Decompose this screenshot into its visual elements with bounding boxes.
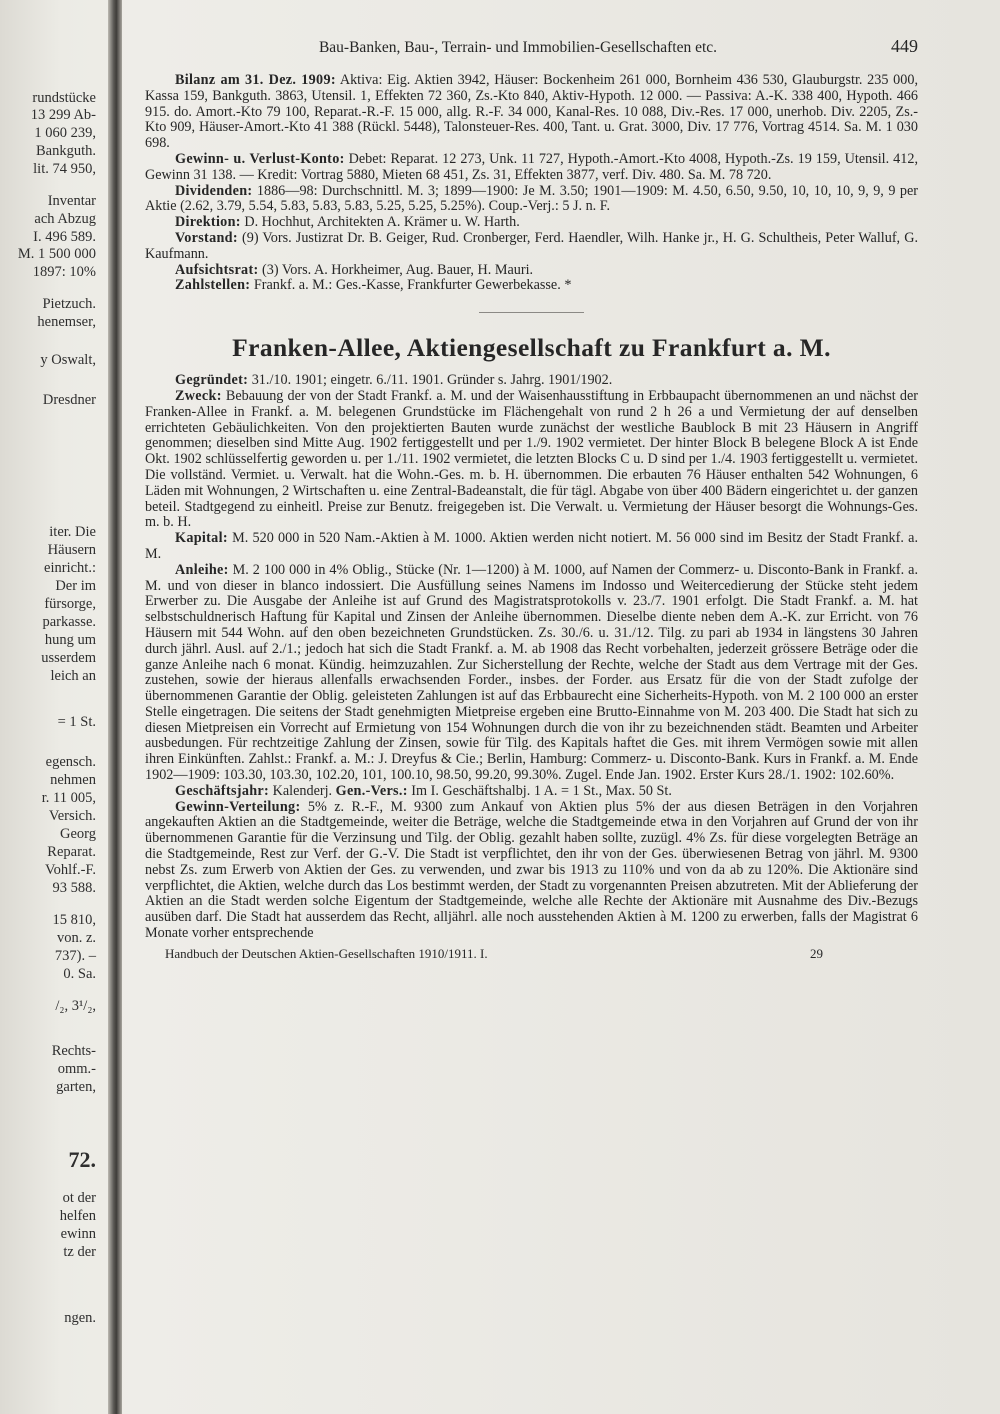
paragraph: Gewinn- u. Verlust-Konto: Debet: Reparat. 12 273, Unk. 11 727, Hypoth.-Amort.-Kto 4008, Hypoth.-Zs. 19 159, Utensil. 412, Gewinn 31 138. — Kredit: Vortrag 5880, Mieten 68 451, Zs. 31, Effekten 3877, verf. Div. 480. Sa. M. 78 720. xyxy=(145,150,918,183)
facing-page-fragment: egensch. xyxy=(45,754,96,770)
facing-page-fragment: 1 060 239, xyxy=(34,125,96,141)
paragraph: Anleihe: M. 2 100 000 in 4% Oblig., Stücke (Nr. 1—1200) à M. 1000, auf Namen der Commerz- u. Disconto-Bank in Frankf. a. M. und von dieser in blanco indossiert. Die Ausfüllung seines Namens im Indosso und Weitercedierung der Stücke steht jedem Erwerber zu. Die Ausgabe der Anleihe ist auf Grund des Magistratsprotokolls v. 23./7. 1901 erfolgt. Die Stadt Frankf. a. M. hat selbstschuldnerisch Haftung für Kapital und Zinsen der Anleihe übernommen. Dieselbe diente neben dem A.-K. zur Erricht. von 76 Häusern mit 544 Wohn. auf den oben bezeichneten Grundstücken. Zs. 30./6. u. 31./12. Tilg. zu pari ab 1934 in längstens 30 Jahren durch jährl. Ausl. auf 2./1.; jedoch hat sich die Stadt Frankf. a. M. ab 1908 das Recht vorbehalten, jederzeit grössere Beträge oder die ganze Anleihe nach 6 monat. Kündig. heimzuzahlen. Zur Sicherstellung der Rechte, welche der Stadt aus dem Vertrage mit der Ges. zustehen, sowie der hieraus allenfalls erwachsenden Forder., insbes. der Forder. aus Ersatz für die von der Stadt zufolge der übernommenen Garantie der Oblig. geleisteten Zahlungen ist auf das Erbbaurecht eine Sicherheits-Hypoth. von M. 2 100 000 an erster Stelle eingetragen. Die seitens der Stadt genehmigten Mietpreise ergeben eine Brutto-Einnahme von M. 203 400. Die Stadt hat sich zu diesen Mietpreisen ein Vorrecht auf Ermietung von 154 Wohnungen durch die von ihr zu bezeichnenden städt. Beamten und Arbeiter ausbedungen. Für rechtzeitige Zahlung der Zinsen, sowie für Tilg. des Kapitals haftet die Ges. mit ihrem Vermögen sowie mit allen ihren Einkünften. Zahlst.: Frankf. a. M.: J. Dreyfus & Cie.; Berlin, Hamburg: Commerz- u. Disconto-Bank. Kurs in Frankf. a. M. Ende 1902—1909: 103.30, 103.30, 102.20, 101, 100.10, 98.50, 99.20, 99.30%. Zugel. Ende Jan. 1902. Erster Kurs 28./1. 1902: 102.60%. xyxy=(145,561,919,784)
facing-page-fragment: fürsorge, xyxy=(44,596,96,612)
paragraph: Gewinn-Verteilung: 5% z. R.-F., M. 9300 zum Ankauf von Aktien plus 5% der aus diesen Beträgen in den Vorjahren angekauften Aktien an die Stadtgemeinde, weiter die Beträge, welche die Stadtgemeinde etwa in den Vorjahren auf Grund der von ihr übernommenen Garantie für die Verzinsung und Tilg. der Oblig. gezahlt haben sollte, zuzügl. 4% Zs. für diese vorgelegten Beträge an die Stadtgemeinde, Rest zur Verf. der G.-V. Die Stadt ist verpflichtet, den ihr von der Ges. überwiesenen Betrag von jährl. M. 9300 nebst Zs. zum Erwerb von Aktien der Ges. zu verwenden, und zwar bis 1913 zu 110% und von da ab zu 120%. Die Aktionäre sind verpflichtet, die Aktien, welche durch das Los bestimmt werden, der Stadt zu vorgenannten Preisen abzutreten. Mit der Ablieferung der Aktien an die Stadt werden solche Eigentum der Stadtgemeinde, welche alle Rechte der Aktionäre mit Ausnahme des Div.-Bezugs ausüben darf. Die Stadt hat ausserdem das Recht, alljährl. alle noch ausstehenden Aktien à M. 1200 zu erwerben, falls der Magistrat 6 Monate vorher entsprechende xyxy=(145,798,919,942)
facing-page-fragment: usserdem xyxy=(41,650,96,666)
facing-page-fragment: I. 496 589. xyxy=(33,229,96,245)
company-section xyxy=(145,373,918,942)
paragraph: Direktion: D. Hochhut, Architekten A. Krämer u. W. Harth. xyxy=(175,214,520,231)
facing-page-fragment: Häusern xyxy=(47,542,96,558)
paragraph: Geschäftsjahr: Kalenderj. Gen.-Vers.: Im I. Geschäftshalbj. 1 A. = 1 St., Max. 50 St. xyxy=(175,782,672,799)
book-title: Handbuch der Deutschen Aktien-Gesellschaften 1910/1911. I. xyxy=(165,945,488,961)
facing-page-fragment: 93 588. xyxy=(52,880,96,896)
facing-page-fragment: ach Abzug xyxy=(34,211,96,227)
facing-page-fragment: hung um xyxy=(44,632,96,648)
facing-page-fragment: Pietzuch. xyxy=(42,296,96,312)
paragraph: Bilanz am 31. Dez. 1909: Aktiva: Eig. Aktien 3942, Häuser: Bockenheim 261 000, Bornheim 436 530, Glauburgstr. 235 000, Kassa 159, Bankguth. 3863, Utensil. 1, Effekten 72 360, Zs.-Kto 840, Aktiv-Hypoth. 12 000. — Passiva: A.-K. 338 400, Hypoth. 466 915. do. Amort.-Kto 79 100, Reparat.-R.-F. 15 000, allg. R.-F. 34 000, Kanal-Res. 10 088, Div.-Res. 17 000, unerhob. Div. 2205, Zs.-Kto 909, Häuser-Amort.-Kto 41 388 (Rückl. 5448), Talonsteuer-Res. 400, Tant. u. Grat. 3000, Div. 17 776, Vortrag 4514. Sa. M. 1 030 698. xyxy=(145,72,919,152)
facing-page-fragment: 0. Sa. xyxy=(63,966,96,982)
facing-page-fragment: tz der xyxy=(63,1244,96,1260)
page-main xyxy=(145,36,918,962)
facing-page-fragment: helfen xyxy=(59,1208,96,1224)
facing-page-fragment: Inventar xyxy=(47,193,96,209)
facing-page-fragment: henemser, xyxy=(37,314,96,330)
facing-page-fragment: 737). – xyxy=(54,948,96,964)
facing-page-fragment: M. 1 500 000 xyxy=(17,246,96,262)
facing-page-column xyxy=(0,80,106,1380)
paragraph: Vorstand: (9) Vors. Justizrat Dr. B. Geiger, Rud. Cronberger, Ferd. Haendler, Wilh. Hanke jr., H. G. Schultheis, Peter Walluf, G. Kaufmann. xyxy=(145,229,919,262)
paragraph: Gegründet: 31./10. 1901; eingetr. 6./11. 1901. Gründer s. Jahrg. 1901/1902. xyxy=(175,372,613,389)
facing-page-fragment: 72. xyxy=(68,1147,96,1172)
facing-page-fragment: /₂, 3¹/₂, xyxy=(55,998,96,1014)
facing-page-fragment: 15 810, xyxy=(52,912,96,928)
paragraph: Zweck: Bebauung der von der Stadt Frankf. a. M. und der Waisenhausstiftung in Erbbaupacht übernommenen an und nächst der Franken-Allee in Frankf. a. M. belegenen Grundstücke im Flächengehalt von rund 2 h 26 a und Vermietung der auf denselben errichteten Gebäulichkeiten. Von den projektierten Bauten wurde zunächst der westliche Baublock B mit 23 Häusern in Angriff genommen; dieselben sind Mitte Aug. 1902 fertiggestellt und per 1./9. 1902 vermietet. Der hinter Block B belegene Block A ist Ende Okt. 1902 schlüsselfertig geworden u. per 1./11. 1902 vermietet, die letzten Blocks C u. D sind per 1./4. 1903 fertiggestellt u. vermietet. Die vollständ. Vermiet. u. Verwalt. hat die Wohn.-Ges. m. b. H. übernommen. Die erbauten 76 Häuser enthalten 542 Wohnungen, 6 Läden mit Wohnungen, 2 Wirtschaften u. eine Zentral-Badeanstalt, die für tägl. Abgabe von über 400 Bädern eingerichtet u. der ganzen beteil. Stadtgegend zu einheitl. Preise zur Benutz. freigegeben ist. Die Verwalt. u. Vermietung der Häuser besorgt die Wohnungs-Ges. m. b. H. xyxy=(145,387,918,531)
facing-page-fragment: Der im xyxy=(55,578,96,594)
page-number: 449 xyxy=(891,36,918,56)
paragraph: Kapital: M. 520 000 in 520 Nam.-Aktien à M. 1000. Aktien werden nicht notiert. M. 56 000 sind im Besitz der Stadt Frankf. a. M. xyxy=(145,530,919,562)
facing-page-fragment: 1897: 10% xyxy=(32,264,96,280)
paragraph: Zahlstellen: Frankf. a. M.: Ges.-Kasse, Frankfurter Gewerbekasse. * xyxy=(175,277,572,294)
facing-page-fragment: ewinn xyxy=(60,1226,96,1242)
page-header xyxy=(145,36,918,57)
facing-page-fragment: garten, xyxy=(56,1079,96,1095)
facing-page-fragment: r. 11 005, xyxy=(41,790,96,806)
paragraph: Aufsichtsrat: (3) Vors. A. Horkheimer, Aug. Bauer, H. Mauri. xyxy=(175,261,534,278)
facing-page-fragment: leich an xyxy=(50,668,96,684)
facing-page-fragment: Versich. xyxy=(48,808,96,824)
facing-page-fragment: Dresdner xyxy=(42,392,96,408)
facing-page-fragment: = 1 St. xyxy=(57,714,96,730)
facing-page-fragment: Georg xyxy=(60,826,96,842)
facing-page-fragment: 13 299 Ab- xyxy=(30,107,96,123)
facing-page-fragment: lit. 74 950, xyxy=(33,161,96,177)
facing-page-fragment: rundstücke xyxy=(32,90,96,106)
facing-page-fragment: Rechts- xyxy=(51,1043,96,1059)
facing-page-fragment: Bankguth. xyxy=(35,143,96,159)
facing-page-fragment: y Oswalt, xyxy=(40,352,96,368)
paragraph: Dividenden: 1886—98: Durchschnittl. M. 3; 1899—1900: Je M. 3.50; 1901—1909: M. 4.50, 6.50, 9.50, 10, 10, 10, 9, 9, 9 per Aktie (2.62, 3.79, 5.54, 5.83, 5.83, 5.83, 5.25, 5.25, 5.25%). Coup.-Verj.: 5 J. n. F. xyxy=(145,182,919,215)
facing-page-fragment: parkasse. xyxy=(42,614,96,630)
page-gutter xyxy=(108,0,122,1414)
facing-page-fragment: ngen. xyxy=(64,1310,96,1326)
facing-page-fragment: nehmen xyxy=(50,772,96,788)
facing-page-fragment: Vohlf.-F. xyxy=(45,862,96,878)
signature-mark: 29 xyxy=(810,945,823,961)
facing-page-fragment: iter. Die xyxy=(49,524,96,540)
facing-page-fragment: Reparat. xyxy=(47,844,96,860)
company-title: Franken-Allee, Aktiengesellschaft zu Frankfurt a. M. xyxy=(232,333,831,363)
page-footer xyxy=(145,946,918,962)
section-divider xyxy=(479,312,584,313)
facing-page-fragment: omm.- xyxy=(57,1061,96,1077)
facing-page-fragment: ot der xyxy=(62,1190,96,1206)
facing-page-fragment: von. z. xyxy=(56,930,96,946)
facing-page-fragment: einricht.: xyxy=(44,560,96,576)
running-title: Bau-Banken, Bau-, Terrain- und Immobilien-Gesellschaften etc. xyxy=(318,39,718,56)
prev-company-section xyxy=(145,73,918,294)
